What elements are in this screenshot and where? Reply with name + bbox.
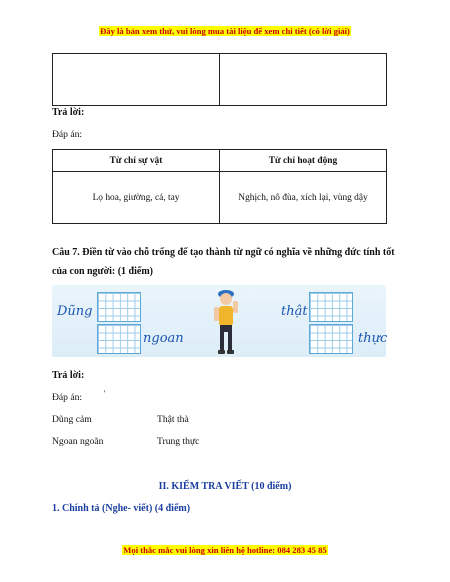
things-cell: Lọ hoa, giường, cá, tay	[53, 172, 220, 224]
table-row	[53, 172, 387, 224]
actions-cell: Nghịch, nô đùa, xích lại, vùng dậy	[220, 172, 387, 224]
writing-box	[97, 324, 141, 354]
handwritten-word-that: thật	[281, 304, 308, 319]
table-header-row	[53, 150, 387, 172]
writing-box	[309, 324, 353, 354]
handwritten-word-dung: Dũng	[57, 304, 93, 319]
table-cell	[220, 54, 387, 106]
top-notice-text: Đây là bản xem thử, vui lòng mua tài liệu để xem chi tiết (có lời giải)	[100, 26, 350, 36]
answer-heading: Trả lời:	[52, 370, 85, 381]
bottom-notice-banner	[0, 545, 450, 555]
answer-heading: Trả lời:	[52, 107, 85, 118]
dap-an-label: Đáp án:	[52, 392, 83, 403]
previous-answer-table	[52, 53, 387, 106]
column-header-actions: Từ chỉ hoạt động	[220, 150, 387, 172]
handwritten-word-thuc: thực	[358, 331, 388, 346]
exercise-illustration	[52, 285, 386, 357]
table-cell	[53, 54, 220, 106]
section-title: II. KIỂM TRA VIẾT (10 điểm)	[158, 481, 292, 492]
dap-an-label: Đáp án:	[52, 129, 83, 140]
bottom-notice-text: Mọi thắc mắc vui lòng xin liên hệ hotline: 084 283 45 85	[123, 545, 327, 555]
writing-box	[97, 292, 141, 322]
question-7: Câu 7. Điền từ vào chỗ trống để tạo thành từ ngữ có nghĩa về những đức tính tốt của con người: (1 điểm)	[52, 247, 395, 277]
column-header-things: Từ chỉ sự vật	[53, 150, 220, 172]
table-row	[53, 54, 387, 106]
word-classification-table	[52, 149, 387, 224]
answer-item: Ngoan ngoãn	[52, 436, 104, 447]
subsection-title: 1. Chính tả (Nghe- viết) (4 điểm)	[52, 503, 191, 514]
answer-item: Dũng cảm	[52, 414, 92, 425]
answer-item: Trung thực	[157, 436, 200, 447]
top-notice-banner	[0, 26, 450, 36]
writing-box	[309, 292, 353, 322]
child-character-icon	[210, 287, 242, 357]
handwritten-word-ngoan: ngoan	[143, 331, 184, 346]
stray-mark: '	[104, 389, 106, 398]
answer-item: Thật thà	[157, 414, 189, 425]
